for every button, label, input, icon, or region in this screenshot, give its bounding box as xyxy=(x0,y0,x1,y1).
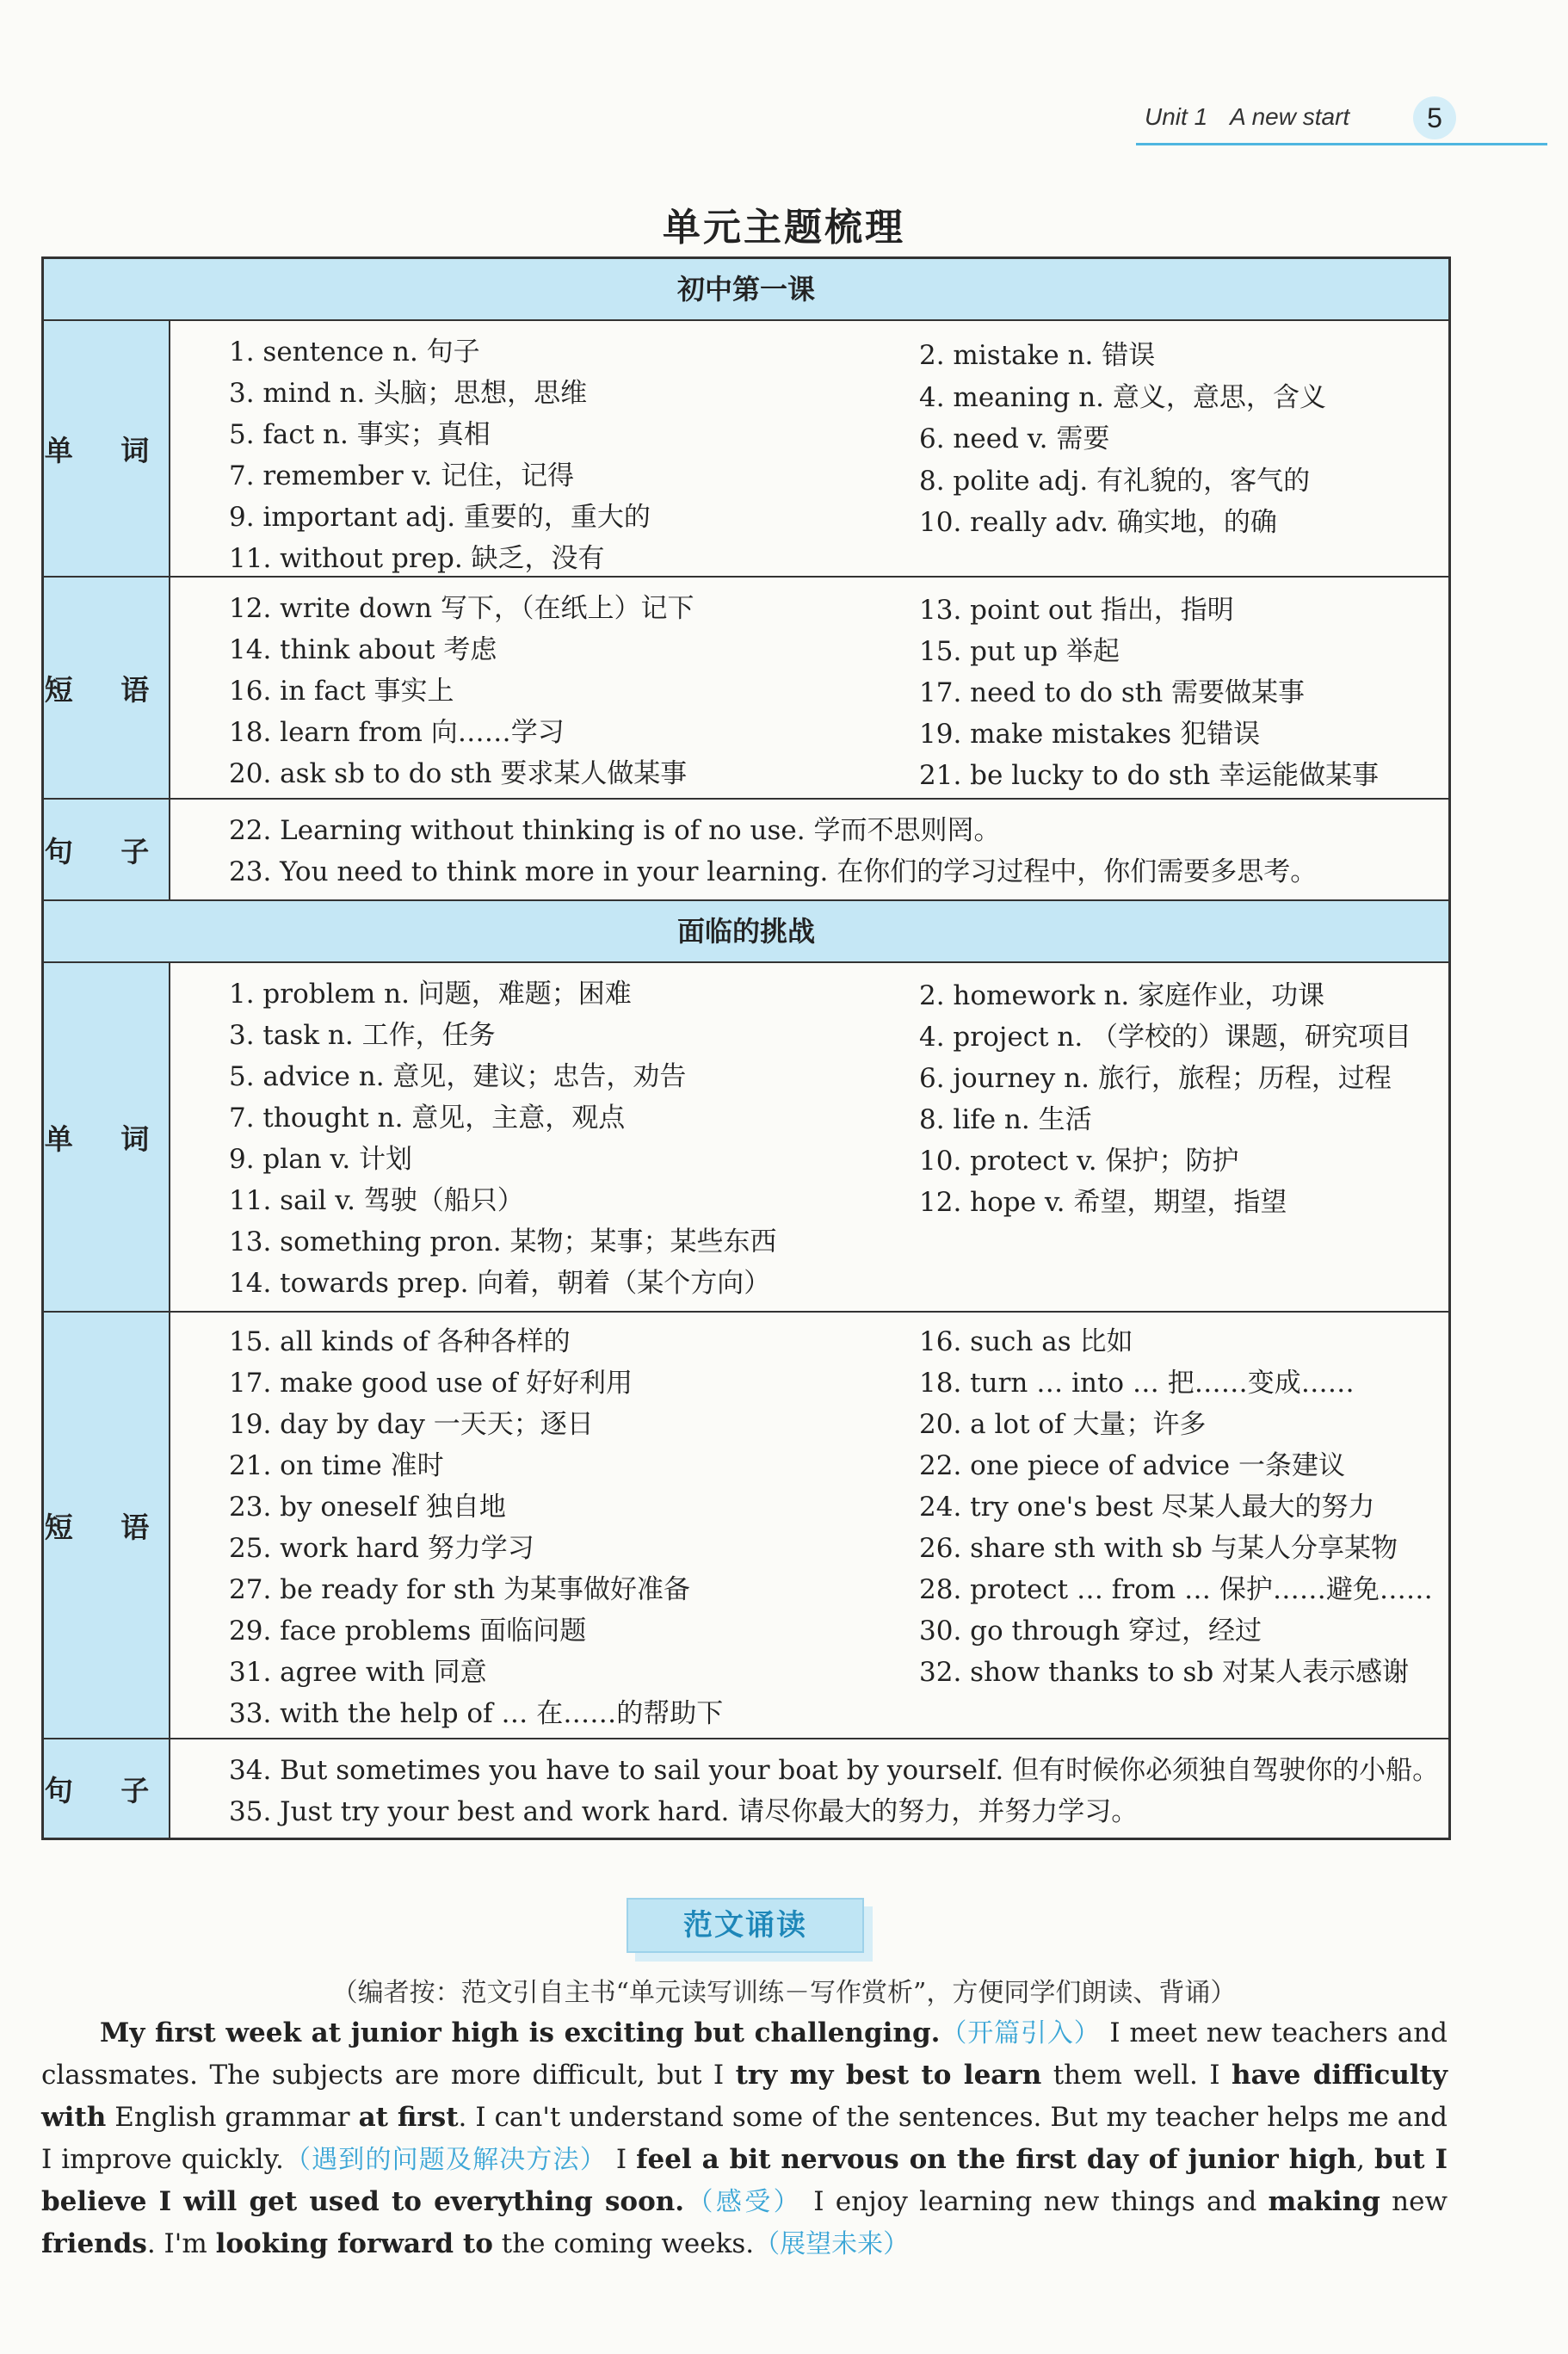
essay-text: I enjoy learning new things and xyxy=(802,2186,1269,2217)
essay-text: English grammar xyxy=(106,2102,359,2133)
essay-text: . I can't understand some of the sentences. But my teacher helps me and I improve quickly. xyxy=(41,2102,1448,2175)
vocab-item: 7. thought n. 意见，主意，观点 xyxy=(229,1103,626,1134)
row-label-sentences: 句 子 xyxy=(44,1739,170,1838)
phrase-item: 15. all kinds of 各种各样的 xyxy=(229,1326,571,1357)
row-label-phrases: 短 语 xyxy=(44,1313,170,1738)
phrase-item: 17. make good use of 好好利用 xyxy=(229,1368,633,1399)
vocab-item: 9. plan v. 计划 xyxy=(229,1144,413,1175)
phrases-content xyxy=(170,1313,1448,1738)
phrase-item: 32. show thanks to sb 对某人表示感谢 xyxy=(919,1657,1410,1688)
essay-text: new xyxy=(1380,2186,1448,2217)
essay-bold: making xyxy=(1268,2186,1380,2217)
words-content xyxy=(170,963,1448,1311)
vocab-item: 10. really adv. 确实地，的确 xyxy=(919,507,1277,538)
vocab-item: 6. journey n. 旅行，旅程；历程，过程 xyxy=(919,1063,1392,1094)
unit-title xyxy=(1145,103,1349,131)
phrase-item: 19. day by day 一天天；逐日 xyxy=(229,1409,594,1440)
vocab-item: 4. project n. （学校的）课题，研究项目 xyxy=(919,1022,1412,1053)
phrase-item: 15. put up 举起 xyxy=(919,636,1120,667)
sentence-item: 22. Learning without thinking is of no use. 学而不思则罔。 xyxy=(229,815,1001,846)
essay-bold: friends xyxy=(41,2228,147,2259)
phrase-item: 16. such as 比如 xyxy=(919,1326,1133,1357)
sentence-item: 23. You need to think more in your learning. 在你们的学习过程中，你们需要多思考。 xyxy=(229,856,1318,887)
essay-text: I xyxy=(606,2144,637,2175)
essay-bold: My first week at junior high is exciting but challenging. xyxy=(100,2017,941,2048)
essay-bold: but I believe I will get used to everything soon. xyxy=(41,2144,1448,2217)
header-rule xyxy=(1136,143,1547,145)
essay-annotation: （感受） xyxy=(684,2187,803,2217)
sentence-item: 34. But sometimes you have to sail your boat by yourself. 但有时候你必须独自驾驶你的小船。 xyxy=(229,1755,1440,1786)
sentences-content xyxy=(170,800,1448,899)
phrase-item: 13. point out 指出，指明 xyxy=(919,595,1234,626)
vocab-item: 14. towards prep. 向着，朝着（某个方向） xyxy=(229,1268,771,1299)
vocab-item: 5. advice n. 意见，建议；忠告，劝告 xyxy=(229,1061,687,1092)
row-label-words: 单 词 xyxy=(44,321,170,576)
phrase-item: 14. think about 考虑 xyxy=(229,634,497,665)
phrase-item: 20. ask sb to do sth 要求某人做某事 xyxy=(229,758,688,789)
vocab-item: 1. sentence n. 句子 xyxy=(229,337,480,368)
vocabulary-table xyxy=(41,256,1451,1840)
phrase-item: 21. be lucky to do sth 幸运能做某事 xyxy=(919,760,1380,791)
vocab-item: 11. without prep. 缺乏，没有 xyxy=(229,543,605,574)
phrase-item: 17. need to do sth 需要做某事 xyxy=(919,677,1306,708)
essay-text: . I'm xyxy=(146,2228,216,2259)
essay-text: them well. I xyxy=(1041,2060,1232,2091)
phrase-item: 16. in fact 事实上 xyxy=(229,676,454,707)
essay-bold: feel a bit nervous on the first day of junior high xyxy=(636,2144,1357,2175)
essay-bold: have difficulty with xyxy=(41,2060,1448,2133)
phrase-item: 23. by oneself 独自地 xyxy=(229,1492,506,1523)
vocab-item: 8. life n. 生活 xyxy=(919,1104,1092,1135)
vocab-item: 10. protect v. 保护；防护 xyxy=(919,1146,1239,1177)
essay-annotation: （展望未来） xyxy=(754,2229,910,2259)
phrase-item: 21. on time 准时 xyxy=(229,1450,444,1481)
essay-text: the coming weeks. xyxy=(492,2228,755,2259)
page-header xyxy=(1136,96,1549,148)
phrase-item: 12. write down 写下，（在纸上）记下 xyxy=(229,593,694,624)
model-essay-badge: 范文诵读 xyxy=(627,1898,864,1953)
vocab-item: 4. meaning n. 意义，意思，含义 xyxy=(919,382,1326,413)
vocab-item: 2. mistake n. 错误 xyxy=(919,340,1156,371)
phrase-item: 19. make mistakes 犯错误 xyxy=(919,719,1261,750)
page-number: 5 xyxy=(1413,96,1456,139)
phrase-item: 28. protect … from … 保护……避免…… xyxy=(919,1574,1433,1605)
vocab-item: 3. task n. 工作，任务 xyxy=(229,1020,496,1051)
vocab-item: 12. hope v. 希望，期望，指望 xyxy=(919,1187,1287,1218)
vocab-item: 13. something pron. 某物；某事；某些东西 xyxy=(229,1226,777,1257)
vocab-item: 5. fact n. 事实；真相 xyxy=(229,419,491,450)
vocab-item: 6. need v. 需要 xyxy=(919,423,1110,454)
vocab-item: 8. polite adj. 有礼貌的，客气的 xyxy=(919,466,1311,497)
editor-note: （编者按：范文引自主书“单元读写训练－写作赏析”，方便同学们朗读、背诵） xyxy=(331,1978,1237,2008)
vocab-item: 2. homework n. 家庭作业，功课 xyxy=(919,980,1325,1011)
essay-annotation: （遇到的问题及解决方法） xyxy=(283,2145,607,2175)
phrase-item: 27. be ready for sth 为某事做好准备 xyxy=(229,1574,691,1605)
vocab-item: 3. mind n. 头脑；思想，思维 xyxy=(229,378,588,409)
page-title: 单元主题梳理 xyxy=(663,206,905,250)
phrase-item: 31. agree with 同意 xyxy=(229,1657,487,1688)
vocab-item: 7. remember v. 记住，记得 xyxy=(229,460,575,491)
essay-bold: at first xyxy=(358,2102,459,2133)
phrase-item: 22. one piece of advice 一条建议 xyxy=(919,1450,1345,1481)
essay-text: , xyxy=(1356,2144,1375,2175)
phrase-item: 18. turn … into … 把……变成…… xyxy=(919,1368,1355,1399)
phrases-content xyxy=(170,578,1448,798)
essay-bold: looking forward to xyxy=(215,2228,493,2259)
vocab-item: 11. sail v. 驾驶（船只） xyxy=(229,1185,524,1216)
sentence-item: 35. Just try your best and work hard. 请尽你最大的努力，并努力学习。 xyxy=(229,1796,1139,1827)
phrase-item: 33. with the help of … 在……的帮助下 xyxy=(229,1698,724,1729)
row-label-phrases: 短 语 xyxy=(44,578,170,798)
section-header: 面临的挑战 xyxy=(44,901,1448,963)
phrase-item: 18. learn from 向……学习 xyxy=(229,717,565,748)
phrase-item: 29. face problems 面临问题 xyxy=(229,1616,587,1647)
phrase-item: 30. go through 穿过，经过 xyxy=(919,1616,1262,1647)
section-header: 初中第一课 xyxy=(44,259,1448,321)
row-label-words: 单 词 xyxy=(44,963,170,1311)
unit-number: Unit 1 xyxy=(1145,103,1208,130)
essay-bold: try my best to learn xyxy=(735,2060,1042,2091)
words-content xyxy=(170,321,1448,576)
essay-annotation: （开篇引入） xyxy=(940,2018,1101,2048)
phrase-item: 24. try one's best 尽某人最大的努力 xyxy=(919,1492,1375,1523)
model-essay-text xyxy=(41,2012,1448,2265)
phrase-item: 26. share sth with sb 与某人分享某物 xyxy=(919,1533,1398,1564)
phrase-item: 25. work hard 努力学习 xyxy=(229,1533,534,1564)
row-label-sentences: 句 子 xyxy=(44,800,170,899)
sentences-content xyxy=(170,1739,1448,1838)
vocab-item: 1. problem n. 问题，难题；困难 xyxy=(229,979,632,1010)
phrase-item: 20. a lot of 大量；许多 xyxy=(919,1409,1207,1440)
vocab-item: 9. important adj. 重要的，重大的 xyxy=(229,502,651,533)
unit-name: A new start xyxy=(1230,103,1350,130)
essay-text: I meet new teachers and classmates. The subjects are more difficult, but I xyxy=(41,2017,1448,2091)
